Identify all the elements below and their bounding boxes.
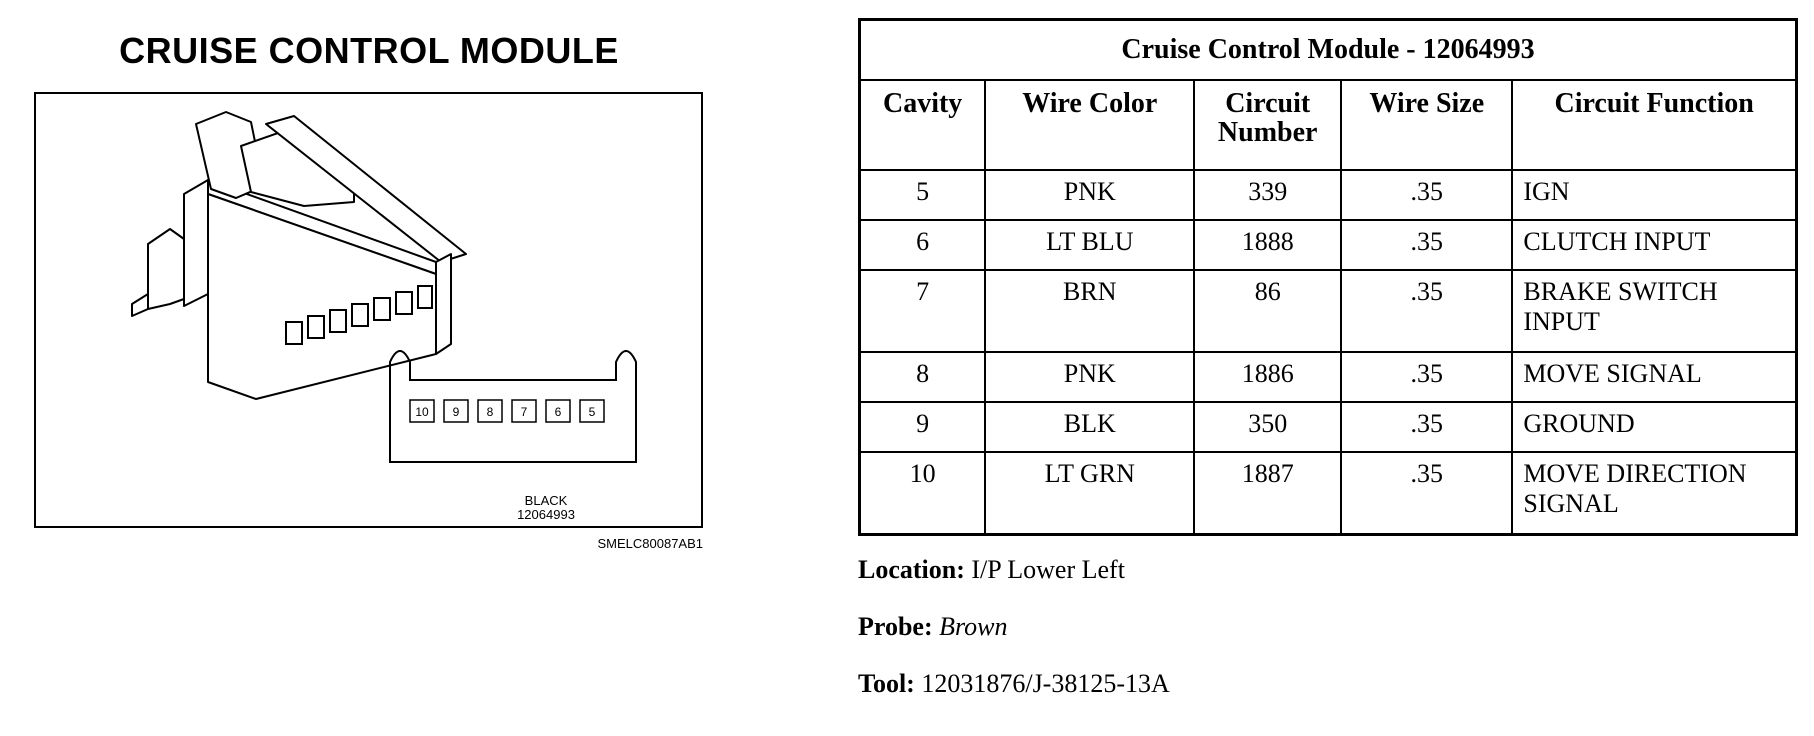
cell-function: GROUND <box>1512 402 1796 452</box>
tool-label: Tool: <box>858 669 915 698</box>
table-title: Cruise Control Module - 12064993 <box>860 20 1797 81</box>
table-row <box>860 402 1797 452</box>
pin-label-8: 8 <box>486 405 494 419</box>
header-wire-color: Wire Color <box>985 80 1194 170</box>
cell-function: CLUTCH INPUT <box>1512 220 1796 270</box>
header-wire-size: Wire Size <box>1341 80 1512 170</box>
table-row <box>860 170 1797 220</box>
connector-caption <box>486 494 606 522</box>
pin-label-9: 9 <box>452 405 460 419</box>
pin-label-5: 5 <box>588 405 596 419</box>
cell-size: .35 <box>1341 402 1512 452</box>
cell-circuit: 350 <box>1194 402 1341 452</box>
cell-cavity: 6 <box>860 220 986 270</box>
cell-cavity: 7 <box>860 270 986 352</box>
cell-size: .35 <box>1341 170 1512 220</box>
cell-size: .35 <box>1341 220 1512 270</box>
cell-function: BRAKE SWITCH INPUT <box>1512 270 1796 352</box>
location-label: Location: <box>858 555 965 584</box>
tool-value: 12031876/J-38125-13A <box>921 669 1170 698</box>
table-row <box>860 220 1797 270</box>
connector-diagram <box>34 92 703 528</box>
pinout-table <box>858 18 1798 536</box>
cell-wire-color: PNK <box>985 352 1194 402</box>
table-row <box>860 452 1797 535</box>
table-row <box>860 352 1797 402</box>
cell-wire-color: BRN <box>985 270 1194 352</box>
cell-circuit: 1888 <box>1194 220 1341 270</box>
figure-reference-code: SMELC80087AB1 <box>597 536 703 551</box>
connector-part-number: 12064993 <box>517 507 575 522</box>
cell-cavity: 5 <box>860 170 986 220</box>
cell-size: .35 <box>1341 352 1512 402</box>
pin-label-6: 6 <box>554 405 562 419</box>
cell-wire-color: BLK <box>985 402 1194 452</box>
connector-title: CRUISE CONTROL MODULE <box>119 30 619 71</box>
cell-wire-color: LT GRN <box>985 452 1194 535</box>
cell-wire-color: PNK <box>985 170 1194 220</box>
cell-size: .35 <box>1341 270 1512 352</box>
header-circuit-number <box>1194 80 1341 170</box>
tool-line <box>858 669 1170 699</box>
cell-function: IGN <box>1512 170 1796 220</box>
header-circuit-function: Circuit Function <box>1512 80 1796 170</box>
probe-label: Probe: <box>858 612 933 641</box>
cell-circuit: 1886 <box>1194 352 1341 402</box>
cell-circuit: 339 <box>1194 170 1341 220</box>
connector-illustration <box>36 94 701 526</box>
cell-cavity: 9 <box>860 402 986 452</box>
connector-color: BLACK <box>524 493 568 508</box>
cell-circuit: 1887 <box>1194 452 1341 535</box>
cell-function: MOVE DIRECTION SIGNAL <box>1512 452 1796 535</box>
pin-label-7: 7 <box>520 405 528 419</box>
pin-label-10: 10 <box>415 405 429 419</box>
header-cavity: Cavity <box>860 80 986 170</box>
cell-wire-color: LT BLU <box>985 220 1194 270</box>
location-line <box>858 555 1125 585</box>
cell-cavity: 8 <box>860 352 986 402</box>
cell-circuit: 86 <box>1194 270 1341 352</box>
cell-function: MOVE SIGNAL <box>1512 352 1796 402</box>
table-row <box>860 270 1797 352</box>
probe-line <box>858 612 1008 642</box>
header-circuit-number-text: Circuit Number <box>1217 88 1318 148</box>
cell-cavity: 10 <box>860 452 986 535</box>
cell-size: .35 <box>1341 452 1512 535</box>
location-value: I/P Lower Left <box>971 555 1125 584</box>
probe-value: Brown <box>939 612 1008 641</box>
